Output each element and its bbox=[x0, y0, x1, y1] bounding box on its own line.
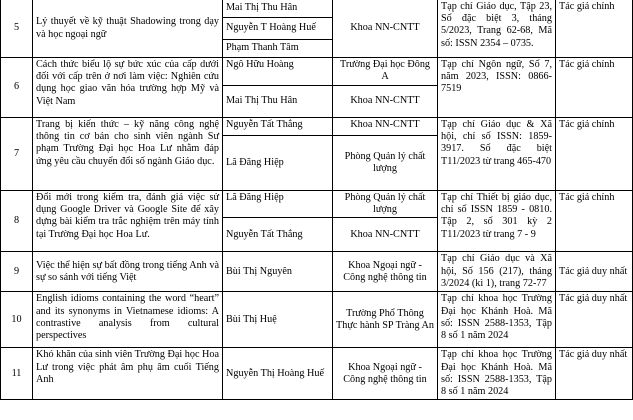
table-row bbox=[1, 191, 633, 218]
article-title: Lý thuyết về kỹ thuật Shadowing trong dạy và học ngoại ngữ bbox=[33, 0, 223, 58]
author-unit: Khoa NN-CNTT bbox=[333, 218, 438, 252]
author-name: Mai Thị Thu Hân bbox=[223, 86, 333, 118]
table-row bbox=[1, 252, 633, 292]
author-unit: Khoa Ngoại ngữ - Công nghệ thông tin bbox=[333, 348, 438, 400]
journal-info: Tạp chí khoa học Trường Đại học Khánh Hoà. Mã số: ISSN 2588-1353, Tập 8 số 1 năm 2024 bbox=[438, 292, 556, 348]
row-number: 9 bbox=[1, 252, 33, 292]
table-row bbox=[1, 348, 633, 400]
journal-info: Tạp chí Giáo dục & Xã hội, chỉ số ISSN: 1859-3917. Số đặc biệt T11/2023 từ trang 465-470 bbox=[438, 118, 556, 191]
row-number: 6 bbox=[1, 58, 33, 118]
author-name: Nguyễn Tất Thắng bbox=[223, 118, 333, 136]
journal-info: Tạp chí Giáo dục và Xã hội, Số 156 (217), tháng 3/2024 (kì 1), trang 72-77 bbox=[438, 252, 556, 292]
author-unit: Khoa NN-CNTT bbox=[333, 118, 438, 136]
author-name: Nguyễn Thị Hoàng Huế bbox=[223, 348, 333, 400]
table-row bbox=[1, 58, 633, 86]
row-number: 11 bbox=[1, 348, 33, 400]
author-name: Nguyễn T Hoàng Huế bbox=[223, 18, 333, 40]
author-name: Nguyễn Tất Thắng bbox=[223, 218, 333, 252]
author-name: Lã Đăng Hiệp bbox=[223, 136, 333, 191]
article-title: Cách thức biểu lộ sự bức xúc của cấp dưới đối với cấp trên ở nơi làm việc: Nghiên cứu dụng học giao văn hóa trường hợp Mỹ và Việt Nam bbox=[33, 58, 223, 118]
author-role: Tác giả duy nhất bbox=[556, 292, 633, 348]
author-unit: Khoa NN-CNTT bbox=[333, 86, 438, 118]
article-title: Trang bị kiến thức – kỹ năng công nghệ thông tin cơ bản cho sinh viên ngành Sư phạm Trường Đại học Hoa Lư nhằm đáp ứng yêu cầu chuyển đổi số ngành Giáo dục. bbox=[33, 118, 223, 191]
row-number: 7 bbox=[1, 118, 33, 191]
author-unit: Phòng Quản lý chất lượng bbox=[333, 136, 438, 191]
journal-info: Tạp chí Thiết bị giáo dục, chỉ số ISSN 1859 - 0810. Tập 2, số 301 kỳ 2 T11/2023 từ trang 7 - 9 bbox=[438, 191, 556, 252]
article-title: Việc thể hiện sự bất đồng trong tiếng Anh và sự so sánh với tiếng Việt bbox=[33, 252, 223, 292]
journal-info: Tạp chí khoa học Trường Đại học Khánh Hoà. Mã số: ISSN 2588-1353, Tập 8 số 1 năm 2024 bbox=[438, 348, 556, 400]
author-unit: Khoa NN-CNTT bbox=[333, 0, 438, 58]
author-unit: Phòng Quản lý chất lượng bbox=[333, 191, 438, 218]
article-title: Khó khăn của sinh viên Trường Đại học Hoa Lư trong việc phát âm phụ âm cuối Tiếng Anh bbox=[33, 348, 223, 400]
author-role: Tác giả duy nhất bbox=[556, 252, 633, 292]
table-row bbox=[1, 292, 633, 348]
row-number: 8 bbox=[1, 191, 33, 252]
author-unit: Khoa Ngoại ngữ - Công nghệ thông tin bbox=[333, 252, 438, 292]
author-name: Lã Đăng Hiệp bbox=[223, 191, 333, 218]
author-name: Phạm Thanh Tâm bbox=[223, 40, 333, 58]
journal-info: Tạp chí Giáo dục, Tập 23, Số đặc biệt 3, tháng 5/2023, Trang 62-68, Mã số: ISSN 2354 – 0735. bbox=[438, 0, 556, 58]
journal-info: Tạp chí Ngôn ngữ, Số 7, năm 2023, ISSN: 0866-7519 bbox=[438, 58, 556, 118]
row-number: 10 bbox=[1, 292, 33, 348]
author-name: Bùi Thị Huệ bbox=[223, 292, 333, 348]
row-number: 5 bbox=[1, 0, 33, 58]
author-role: Tác giả duy nhất bbox=[556, 348, 633, 400]
author-name: Bùi Thị Nguyên bbox=[223, 252, 333, 292]
author-role: Tác giả chính bbox=[556, 0, 633, 58]
table-row bbox=[1, 0, 633, 18]
article-title: English idioms containing the word “heart” and its synonyms in Vietnamese idioms: A contrastive analysis from cultural perspectives bbox=[33, 292, 223, 348]
table-row bbox=[1, 118, 633, 136]
author-role: Tác giả chính bbox=[556, 58, 633, 118]
author-role: Tác giả chính bbox=[556, 118, 633, 191]
author-unit: Trường Đại học Đông A bbox=[333, 58, 438, 86]
author-name: Mai Thị Thu Hân bbox=[223, 0, 333, 18]
author-name: Ngô Hữu Hoàng bbox=[223, 58, 333, 86]
article-title: Đổi mới trong kiểm tra, đánh giá việc sử dụng Google Driver và Google Site để xây dựng bài kiểm tra trắc nghiệm trên máy tính tại Trường Đại học Hoa Lư. bbox=[33, 191, 223, 252]
author-role: Tác giả chính bbox=[556, 191, 633, 252]
author-unit: Trường Phổ Thông Thực hành SP Tràng An bbox=[333, 292, 438, 348]
